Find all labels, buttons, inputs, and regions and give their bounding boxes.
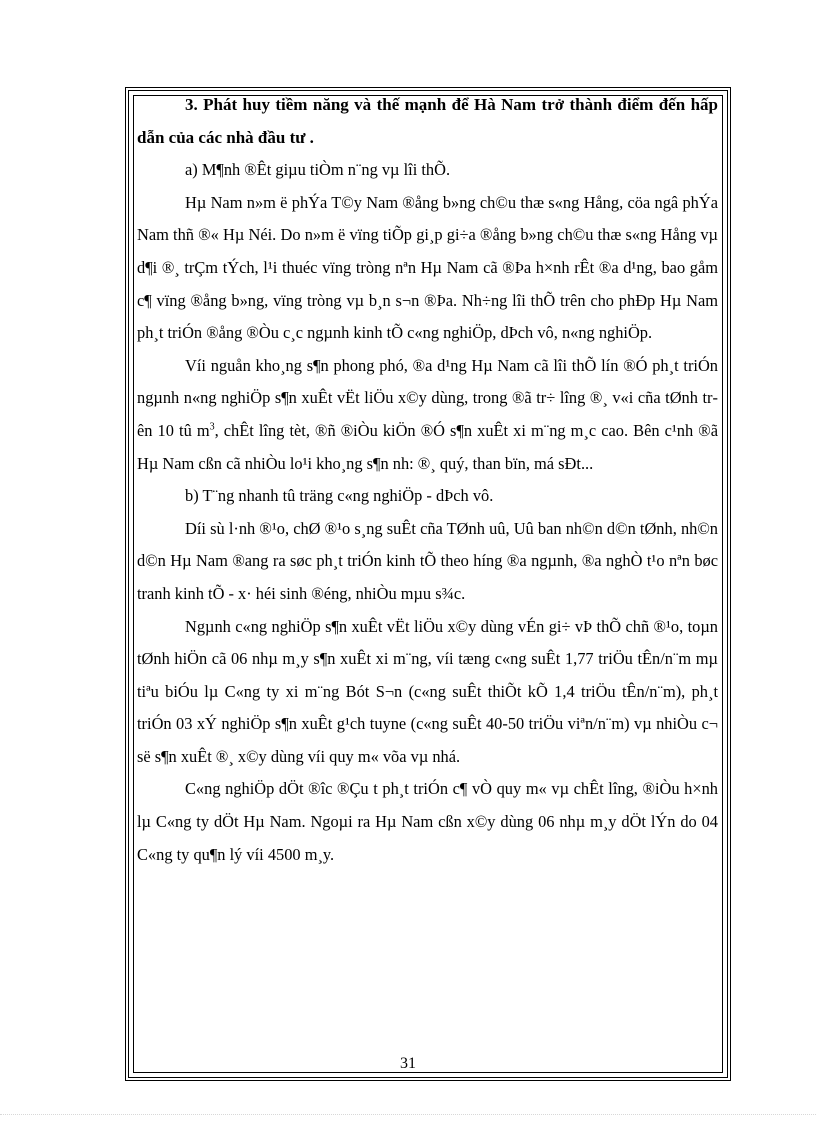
paragraph-text: , chÊt lîng tèt, ®ñ ®iÒu kiÖn ®Ó s¶n xuÊt xi m¨ng m¸c cao. Bên c¹nh ®ã Hµ Nam cßn cã nhiÒu lo¹i kho¸ng s¶n nh: ®¸ quý, than bïn, má sÐt...: [137, 420, 718, 473]
page-number: 31: [400, 1055, 416, 1072]
superscript: 3: [209, 421, 215, 433]
page-bottom-divider: [0, 1114, 816, 1115]
paragraph: Hµ Nam n»m ë phÝa T©y Nam ®ång b»ng ch©u thæ s«ng Hång, cöa ngâ phÝa Nam thñ ®« Hµ Néi. Do n»m ë vïng tiÕp gi¸p gi÷a ®ång b»ng ch©u thæ s«ng Hång vµ d¶i ®¸ trÇm tÝch, l¹i thuéc vïng tròng nªn Hµ Nam cã ®Þa h×nh rÊt ®a d¹ng, bao gåm c¶ vïng ®ång b»ng, vïng tròng vµ b¸n s¬n ®Þa. Nh÷ng lîi thÕ trên cho phÐp Hµ Nam ph¸t triÓn ®ång ®Òu c¸c ngµnh kinh tÕ c«ng nghiÖp, dÞch vô, n«ng nghiÖp.: [137, 192, 718, 343]
paragraph: Díi sù l·nh ®¹o, chØ ®¹o s¸ng suÊt cña TØnh uû, Uû ban nh©n d©n tØnh, nh©n d©n Hµ Nam ®ang ra søc ph¸t triÓn kinh tÕ theo híng ®a ngµnh, ®a nghÒ t¹o nªn bøc tranh kinh tÕ - x· héi sinh ®éng, nhiÒu mµu s¾c.: [137, 518, 718, 603]
section-heading: 3. Phát huy tiềm năng và thế mạnh để Hà Nam trở thành điểm đến hấp dẫn của các nhà đầu tư .: [137, 95, 718, 147]
paragraph: Ngµnh c«ng nghiÖp s¶n xuÊt vËt liÖu x©y dùng vÉn gi÷ vÞ thÕ chñ ®¹o, toµn tØnh hiÖn cã 06 nhµ m¸y s¶n xuÊt xi m¨ng, víi tæng c«ng suÊt 1,77 triÖu tÊn/n¨m mµ tiªu biÓu lµ C«ng ty xi m¨ng Bót S¬n (c«ng suÊt thiÕt kÕ 1,4 triÖu tÊn/n¨m), ph¸t triÓn 03 xÝ nghiÖp s¶n xuÊt g¹ch tuyne (c«ng suÊt 40-50 triÖu viªn/n¨m) vµ nhiÒu c¬ së s¶n xuÊt ®¸ x©y dùng víi quy m« võa vµ nhá.: [137, 616, 718, 766]
paragraph: [137, 350, 718, 480]
subsection-title-a: a) M¶nh ®Êt giµu tiÒm n¨ng vµ lîi thÕ.: [185, 160, 451, 180]
paragraph: C«ng nghiÖp dÖt ®îc ®Çu t ph¸t triÓn c¶ vÒ quy m« vµ chÊt lîng, ®iÒu h×nh lµ C«ng ty dÖt Hµ Nam. Ngoµi ra Hµ Nam cßn x©y dùng 06 nhµ m¸y dÖt lÝn do 04 C«ng ty qu¶n lý víi 4500 m¸y.: [137, 779, 718, 864]
paragraph-text: Víi nguån kho¸ng s¶n phong phó, ®a d¹ng Hµ Nam cã lîi thÕ lín ®Ó ph¸t triÓn ngµnh n«ng nghiÖp s¶n xuÊt vËt liÖu x©y dùng, trong ®ã tr÷ lîng ®¸ v«i cña tØnh trên 10 tû m: [137, 355, 718, 440]
document-body: [137, 89, 718, 871]
subsection-title-b: b) T¨ng nhanh tû träng c«ng nghiÖp - dÞch vô.: [185, 486, 494, 506]
